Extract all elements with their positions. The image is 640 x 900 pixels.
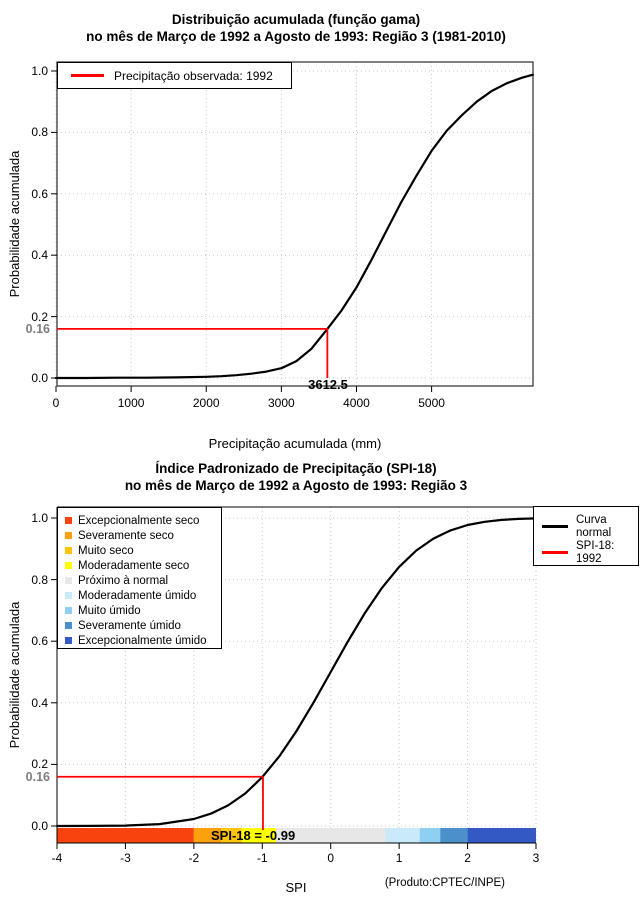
top-x-axis-title: Precipitação acumulada (mm) [208, 436, 382, 451]
x-tick-label: 1 [395, 851, 403, 865]
category-label: Próximo à normal [78, 574, 169, 587]
legend-label-spi-1992: SPI-18: 1992 [576, 539, 615, 565]
legend-label-normal-curve: Curva normal [576, 513, 612, 539]
y-tick-label: 0.4 [31, 248, 48, 263]
y-tick-label: 1.0 [31, 511, 48, 525]
legend-item [65, 528, 221, 543]
bottom-probability-annotation: 0.16 [25, 770, 50, 784]
legend-item [65, 558, 221, 573]
top-chart-subtitle: no mês de Março de 1992 a Agosto de 1993: Região 3 (1981-2010) [86, 29, 506, 44]
x-tick-label: -4 [51, 851, 63, 865]
legend-item-normal-curve [542, 511, 638, 542]
category-label: Muito úmido [78, 604, 141, 617]
legend-item [65, 543, 221, 558]
x-tick-label: 4000 [343, 396, 370, 410]
category-color-swatch [65, 607, 72, 614]
y-tick-label: 0.2 [31, 757, 48, 772]
top-chart-title: Distribuição acumulada (função gama) [171, 12, 421, 27]
legend-item [65, 513, 221, 528]
legend-item [65, 633, 221, 648]
black-line-sample [542, 525, 568, 528]
bottom-x-axis-title: SPI [285, 880, 307, 895]
category-label: Moderadamente seco [78, 559, 190, 572]
bottom-legend [533, 506, 639, 566]
x-tick-label: 3 [532, 851, 540, 865]
y-tick-label: 0.2 [31, 309, 48, 324]
spi-value-annotation: SPI-18 = -0.99 [211, 828, 296, 843]
spi-categories-legend [57, 507, 222, 649]
x-tick-label: -1 [256, 851, 268, 865]
red-line-sample [542, 551, 568, 554]
x-tick-label: -3 [120, 851, 131, 865]
product-credit: (Produto:CPTEC/INPE) [384, 877, 505, 889]
category-color-swatch [65, 637, 72, 644]
y-tick-label: 0.4 [31, 695, 48, 710]
category-label: Excepcionalmente úmido [78, 634, 207, 647]
bottom-chart-subtitle: no mês de Março de 1992 a Agosto de 1993: Região 3 [124, 478, 468, 493]
y-tick-label: 0.6 [31, 634, 48, 649]
y-tick-label: 0.0 [31, 819, 48, 833]
x-tick-label: 0 [327, 851, 335, 865]
category-label: Moderadamente úmido [78, 589, 197, 602]
category-color-swatch [65, 622, 72, 629]
red-line-sample [71, 74, 104, 77]
legend-item [65, 588, 221, 603]
x-tick-label: 3000 [268, 396, 295, 410]
y-tick-label: 0.6 [31, 186, 48, 201]
x-tick-label: -2 [188, 851, 200, 865]
bottom-chart-title: Índice Padronizado de Precipitação (SPI-18) [155, 461, 437, 476]
category-color-swatch [65, 532, 72, 539]
top-probability-annotation: 0.16 [25, 322, 50, 336]
legend-item [65, 618, 221, 633]
top-precipitation-annotation: 3612.5 [308, 377, 348, 392]
x-tick-label: 2000 [192, 396, 220, 410]
category-color-swatch [65, 517, 72, 524]
x-tick-label: 5000 [418, 396, 445, 410]
category-color-swatch [65, 577, 72, 584]
category-label: Muito seco [78, 544, 134, 557]
legend-item-spi-1992 [542, 539, 638, 565]
y-tick-label: 0.8 [31, 125, 48, 140]
category-color-swatch [65, 592, 72, 599]
legend-item [65, 573, 221, 588]
y-tick-label: 1.0 [31, 64, 48, 78]
y-tick-label: 0.8 [31, 572, 48, 587]
bottom-y-axis-title: Probabilidade acumulada [7, 601, 22, 749]
y-tick-label: 0.0 [31, 371, 48, 385]
category-color-swatch [65, 562, 72, 569]
top-legend-label: Precipitação observada: 1992 [114, 68, 273, 83]
x-tick-label: 1000 [117, 396, 145, 410]
category-color-swatch [65, 547, 72, 554]
x-tick-label: 2 [464, 851, 471, 865]
category-label: Severamente úmido [78, 619, 181, 632]
category-label: Excepcionalmente seco [78, 514, 200, 527]
x-tick-label: 0 [52, 396, 60, 410]
category-label: Severamente seco [78, 529, 174, 542]
top-y-axis-title: Probabilidade acumulada [7, 150, 22, 298]
top-legend [57, 62, 292, 89]
legend-item [65, 603, 221, 618]
